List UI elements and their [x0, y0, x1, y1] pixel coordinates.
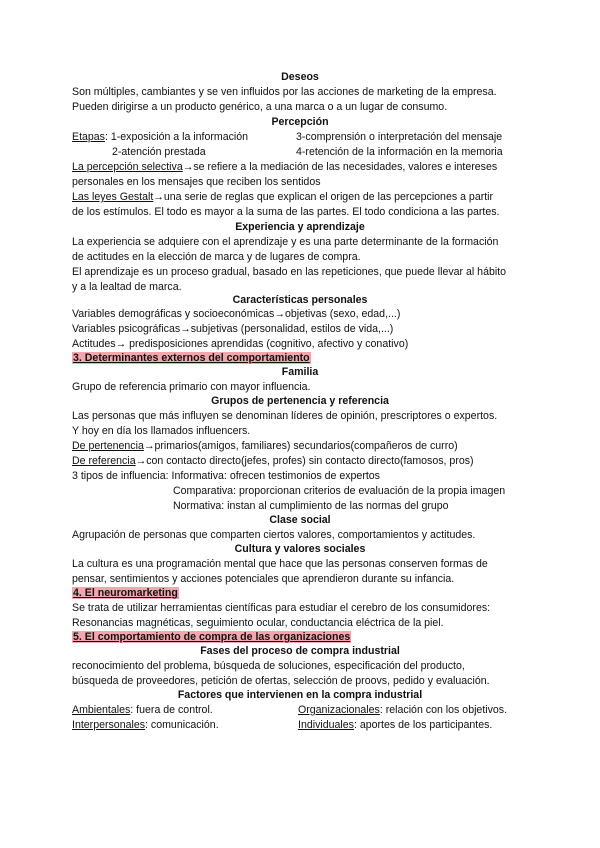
- etapas-label: Etapas: [72, 131, 105, 143]
- deseos-line-2: Pueden dirigirse a un producto genérico, a una marca o a un lugar de consumo.: [72, 101, 448, 113]
- caracteristicas-line-2: Variables psicográficas→subjetivas (personalidad, estilos de vida,...): [72, 323, 394, 335]
- individuales-text: : aportes de los participantes.: [353, 719, 493, 731]
- ambientales-label: Ambientales: [72, 704, 131, 716]
- caracteristicas-line-3: Actitudes→ predisposiciones aprendidas (cognitivo, afectivo y conativo): [72, 338, 409, 350]
- selectiva-line-1: [72, 161, 497, 174]
- familia-line-1: Grupo de referencia primario con mayor influencia.: [72, 381, 311, 393]
- factor-organizacionales: [298, 704, 507, 717]
- gestalt-text: →una serie de reglas que explican el origen de las percepciones a partir: [153, 191, 494, 203]
- etapa-1: : 1-exposición a la información: [104, 131, 249, 143]
- gestalt-line-1: [72, 191, 493, 204]
- selectiva-line-2: personales en los mensajes que reciben los sentidos: [72, 176, 321, 188]
- cultura-line-1: La cultura es una programación mental que hace que las personas conserven formas de: [72, 558, 488, 570]
- neuromarketing-line-1: Se trata de utilizar herramientas científicas para estudiar el cerebro de los consumidores:: [72, 602, 491, 614]
- cultura-line-2: pensar, sentimientos y acciones potenciales que aprendieron durante su infancia.: [72, 573, 455, 585]
- pertenencia-label: De pertenencia: [72, 440, 144, 452]
- clase-line-1: Agrupación de personas que comparten ciertos valores, comportamientos y actitudes.: [72, 529, 476, 541]
- referencia-text: →con contacto directo(jefes, profes) sin contacto directo(famosos, pros): [135, 455, 474, 467]
- heading-cultura: Cultura y valores sociales: [234, 543, 366, 555]
- heading-fases: Fases del proceso de compra industrial: [200, 645, 400, 657]
- interpersonales-text: : comunicación.: [145, 719, 219, 731]
- organizacionales-text: : relación con los objetivos.: [379, 704, 508, 716]
- factor-ambientales: [72, 704, 213, 717]
- pertenencia-text: →primarios(amigos, familiares) secundarios(compañeros de curro): [143, 440, 458, 452]
- deseos-line-1: Son múltiples, cambiantes y se ven influidos por las acciones de marketing de la empresa.: [72, 86, 497, 98]
- grupos-line-1: Las personas que más influyen se denominan líderes de opinión, prescriptores o expertos.: [72, 410, 498, 422]
- heading-experiencia: Experiencia y aprendizaje: [235, 221, 365, 233]
- fases-line-1: reconocimiento del problema, búsqueda de soluciones, especificación del producto,: [72, 660, 465, 672]
- neuromarketing-line-2: Resonancias magnéticas, seguimiento ocular, conductancia eléctrica de la piel.: [72, 617, 444, 629]
- section-4-heading: [72, 587, 179, 600]
- heading-factores: Factores que intervienen en la compra industrial: [177, 689, 423, 701]
- section-4-title: 4. El neuromarketing: [73, 587, 178, 599]
- etapa-4: 4-retención de la información en la memoria: [296, 146, 503, 158]
- organizacionales-label: Organizacionales: [298, 704, 380, 716]
- gestalt-line-2: de los estímulos. El todo es mayor a la suma de las partes. El todo condiciona a las partes.: [72, 206, 500, 218]
- experiencia-line-1: La experiencia se adquiere con el aprendizaje y es una parte determinante de la formación: [72, 236, 499, 248]
- gestalt-label: Las leyes Gestalt: [72, 191, 154, 203]
- heading-percepcion: Percepción: [271, 116, 329, 128]
- factor-individuales: [298, 719, 492, 732]
- influencia-normativa: Normativa: instan al cumplimiento de las normas del grupo: [173, 500, 449, 512]
- etapa-2: 2-atención prestada: [112, 146, 206, 158]
- heading-caracteristicas: Características personales: [232, 294, 368, 306]
- section-5-title: 5. El comportamiento de compra de las organizaciones: [73, 631, 351, 643]
- experiencia-line-4: y a la lealtad de marca.: [72, 281, 182, 293]
- heading-clase-social: Clase social: [269, 514, 331, 526]
- referencia-line: [72, 455, 474, 468]
- selectiva-label: La percepción selectiva: [72, 161, 183, 173]
- pertenencia-line: [72, 440, 458, 453]
- heading-deseos: Deseos: [281, 71, 319, 83]
- heading-grupos: Grupos de pertenencia y referencia: [211, 395, 389, 407]
- grupos-line-2: Y hoy en día los llamados influencers.: [72, 425, 251, 437]
- etapa-3: 3-comprensión o interpretación del mensaje: [296, 131, 503, 143]
- section-5-heading: [72, 631, 351, 644]
- section-3-title: 3. Determinantes externos del comportamiento: [73, 352, 310, 364]
- etapas-line-1: [72, 131, 248, 144]
- selectiva-text: →se refiere a la mediación de las necesidades, valores e intereses: [182, 161, 498, 173]
- individuales-label: Individuales: [298, 719, 354, 731]
- referencia-label: De referencia: [72, 455, 136, 467]
- experiencia-line-3: El aprendizaje es un proceso gradual, basado en las repeticiones, que puede llevar al hábito: [72, 266, 507, 278]
- factor-interpersonales: [72, 719, 219, 732]
- tipos-influencia: 3 tipos de influencia: Informativa: ofrecen testimonios de expertos: [72, 470, 380, 482]
- ambientales-text: : fuera de control.: [130, 704, 213, 716]
- caracteristicas-line-1: Variables demográficas y socioeconómicas→objetivas (sexo, edad,...): [72, 308, 401, 320]
- interpersonales-label: Interpersonales: [72, 719, 146, 731]
- experiencia-line-2: de actitudes en la elección de marca y de lugares de compra.: [72, 251, 361, 263]
- fases-line-2: búsqueda de proveedores, petición de ofertas, selección de proovs, pedido y evaluación.: [72, 675, 490, 687]
- heading-familia: Familia: [281, 366, 319, 378]
- section-3-heading: [72, 352, 311, 365]
- influencia-comparativa: Comparativa: proporcionan criterios de evaluación de la propia imagen: [173, 485, 506, 497]
